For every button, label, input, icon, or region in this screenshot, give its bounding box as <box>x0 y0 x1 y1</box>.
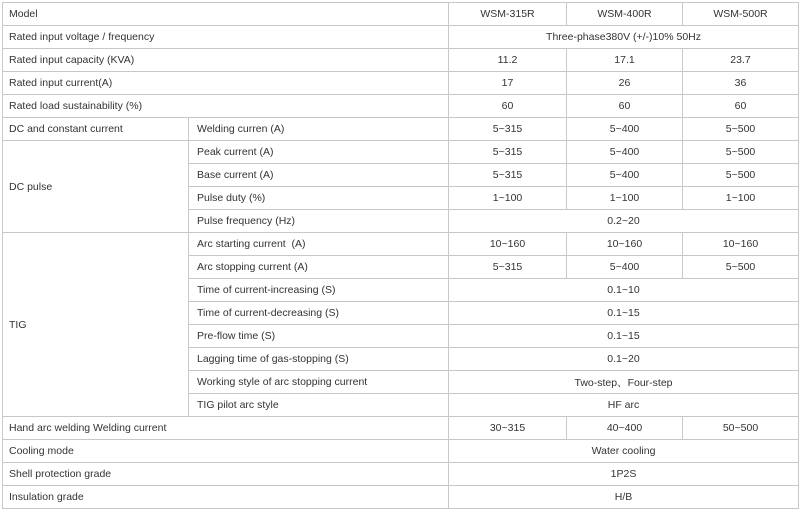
cell-value: 10~160 <box>449 233 567 256</box>
header-model-500: WSM-500R <box>683 3 799 26</box>
cell-value: 10~160 <box>683 233 799 256</box>
cell-value: 5~500 <box>683 164 799 187</box>
row-label: Rated input voltage / frequency <box>3 26 449 49</box>
row-label: Rated input capacity (KVA) <box>3 49 449 72</box>
table-row <box>3 95 799 118</box>
cell-value: 5~400 <box>567 118 683 141</box>
row-value: 0.1~10 <box>449 279 799 302</box>
row-label: Rated input current(A) <box>3 72 449 95</box>
table-row <box>3 118 799 141</box>
group-label: DC pulse <box>3 141 189 233</box>
row-value: Two-step、Four-step <box>449 371 799 394</box>
table-row <box>3 233 799 256</box>
table-row <box>3 72 799 95</box>
row-label: Base current (A) <box>189 164 449 187</box>
row-label: Time of current-increasing (S) <box>189 279 449 302</box>
table-row <box>3 440 799 463</box>
cell-value: 5~315 <box>449 118 567 141</box>
cell-value: 10~160 <box>567 233 683 256</box>
group-label: DC and constant current <box>3 118 189 141</box>
header-model-315: WSM-315R <box>449 3 567 26</box>
table-row-header <box>3 3 799 26</box>
row-label: Arc starting current (A) <box>189 233 449 256</box>
cell-value: 26 <box>567 72 683 95</box>
row-value: 1P2S <box>449 463 799 486</box>
row-label: Pulse duty (%) <box>189 187 449 210</box>
cell-value: 17 <box>449 72 567 95</box>
row-label: Time of current-decreasing (S) <box>189 302 449 325</box>
table-row <box>3 463 799 486</box>
cell-value: 1~100 <box>567 187 683 210</box>
row-label: Pre-flow time (S) <box>189 325 449 348</box>
row-label: Welding curren (A) <box>189 118 449 141</box>
row-label: Pulse frequency (Hz) <box>189 210 449 233</box>
cell-value: 5~500 <box>683 141 799 164</box>
row-label: Lagging time of gas-stopping (S) <box>189 348 449 371</box>
table-row <box>3 417 799 440</box>
row-value: 0.1~15 <box>449 302 799 325</box>
row-label: Working style of arc stopping current <box>189 371 449 394</box>
row-value: 0.1~15 <box>449 325 799 348</box>
row-value: 0.2~20 <box>449 210 799 233</box>
cell-value: 40~400 <box>567 417 683 440</box>
cell-value: 60 <box>683 95 799 118</box>
row-label: Arc stopping current (A) <box>189 256 449 279</box>
row-label: Insulation grade <box>3 486 449 509</box>
row-label: Cooling mode <box>3 440 449 463</box>
row-value: 0.1~20 <box>449 348 799 371</box>
table-row <box>3 49 799 72</box>
row-value: H/B <box>449 486 799 509</box>
cell-value: 5~315 <box>449 141 567 164</box>
cell-value: 5~500 <box>683 118 799 141</box>
table-row <box>3 26 799 49</box>
row-label: Shell protection grade <box>3 463 449 486</box>
header-model-400: WSM-400R <box>567 3 683 26</box>
cell-value: 5~500 <box>683 256 799 279</box>
row-value: Water cooling <box>449 440 799 463</box>
cell-value: 36 <box>683 72 799 95</box>
cell-value: 60 <box>449 95 567 118</box>
cell-value: 60 <box>567 95 683 118</box>
cell-value: 1~100 <box>449 187 567 210</box>
row-label: Rated load sustainability (%) <box>3 95 449 118</box>
row-label: Peak current (A) <box>189 141 449 164</box>
table-row <box>3 141 799 164</box>
cell-value: 5~400 <box>567 164 683 187</box>
cell-value: 5~400 <box>567 256 683 279</box>
row-label: TIG pilot arc style <box>189 394 449 417</box>
header-model-label: Model <box>3 3 449 26</box>
spec-table <box>2 2 799 509</box>
row-label: Hand arc welding Welding current <box>3 417 449 440</box>
table-row <box>3 486 799 509</box>
cell-value: 23.7 <box>683 49 799 72</box>
cell-value: 50~500 <box>683 417 799 440</box>
cell-value: 5~315 <box>449 164 567 187</box>
cell-value: 17.1 <box>567 49 683 72</box>
cell-value: 11.2 <box>449 49 567 72</box>
row-value: HF arc <box>449 394 799 417</box>
group-label: TIG <box>3 233 189 417</box>
cell-value: 5~315 <box>449 256 567 279</box>
row-value: Three-phase380V (+/-)10% 50Hz <box>449 26 799 49</box>
cell-value: 30~315 <box>449 417 567 440</box>
cell-value: 5~400 <box>567 141 683 164</box>
cell-value: 1~100 <box>683 187 799 210</box>
